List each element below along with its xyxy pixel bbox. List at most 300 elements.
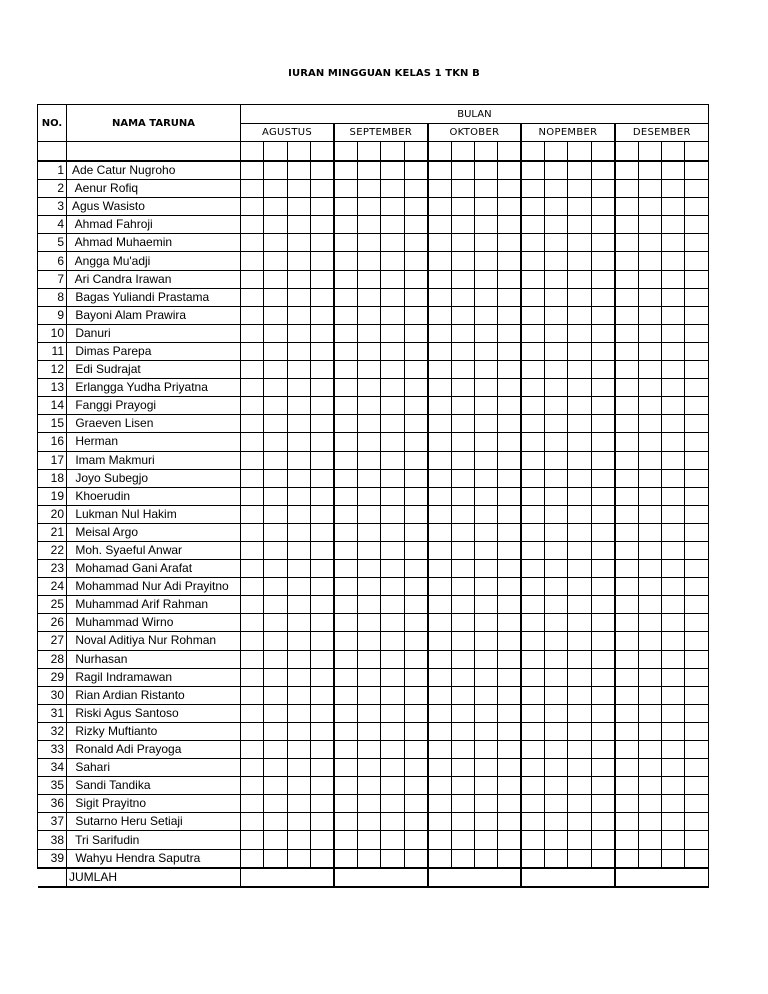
week-cell[interactable] xyxy=(404,596,427,614)
week-cell[interactable] xyxy=(381,578,404,596)
week-cell[interactable] xyxy=(311,759,334,777)
week-cell[interactable] xyxy=(474,813,497,831)
week-cell[interactable] xyxy=(334,614,357,632)
week-cell[interactable] xyxy=(474,216,497,234)
week-cell[interactable] xyxy=(685,849,708,868)
week-cell[interactable] xyxy=(638,614,661,632)
week-cell[interactable] xyxy=(545,722,568,740)
week-cell[interactable] xyxy=(264,741,287,759)
week-cell[interactable] xyxy=(638,433,661,451)
week-cell[interactable] xyxy=(241,324,264,342)
week-cell[interactable] xyxy=(638,379,661,397)
week-cell[interactable] xyxy=(591,831,614,849)
week-cell[interactable] xyxy=(568,342,591,360)
week-cell[interactable] xyxy=(451,668,474,686)
week-cell[interactable] xyxy=(451,741,474,759)
week-cell[interactable] xyxy=(591,288,614,306)
week-cell[interactable] xyxy=(404,505,427,523)
week-cell[interactable] xyxy=(381,234,404,252)
week-cell[interactable] xyxy=(311,216,334,234)
week-cell[interactable] xyxy=(568,180,591,198)
week-cell[interactable] xyxy=(545,306,568,324)
week-cell[interactable] xyxy=(662,505,685,523)
week-cell[interactable] xyxy=(498,342,521,360)
week-cell[interactable] xyxy=(474,541,497,559)
week-cell[interactable] xyxy=(404,324,427,342)
week-cell[interactable] xyxy=(451,560,474,578)
week-cell[interactable] xyxy=(357,722,380,740)
week-cell[interactable] xyxy=(451,415,474,433)
week-cell[interactable] xyxy=(428,560,451,578)
week-cell[interactable] xyxy=(615,142,638,162)
week-cell[interactable] xyxy=(568,415,591,433)
week-cell[interactable] xyxy=(685,813,708,831)
week-cell[interactable] xyxy=(498,451,521,469)
week-cell[interactable] xyxy=(428,849,451,868)
week-cell[interactable] xyxy=(334,415,357,433)
week-cell[interactable] xyxy=(241,596,264,614)
week-cell[interactable] xyxy=(685,379,708,397)
week-cell[interactable] xyxy=(451,795,474,813)
month-total-cell[interactable] xyxy=(615,868,709,887)
week-cell[interactable] xyxy=(381,415,404,433)
week-cell[interactable] xyxy=(474,397,497,415)
week-cell[interactable] xyxy=(451,306,474,324)
week-cell[interactable] xyxy=(404,849,427,868)
week-cell[interactable] xyxy=(474,433,497,451)
week-cell[interactable] xyxy=(591,849,614,868)
week-cell[interactable] xyxy=(521,632,544,650)
week-cell[interactable] xyxy=(474,596,497,614)
week-cell[interactable] xyxy=(545,198,568,216)
week-cell[interactable] xyxy=(404,777,427,795)
week-cell[interactable] xyxy=(685,541,708,559)
week-cell[interactable] xyxy=(357,270,380,288)
week-cell[interactable] xyxy=(545,686,568,704)
week-cell[interactable] xyxy=(685,487,708,505)
week-cell[interactable] xyxy=(287,252,310,270)
week-cell[interactable] xyxy=(545,578,568,596)
week-cell[interactable] xyxy=(357,161,380,180)
week-cell[interactable] xyxy=(428,161,451,180)
week-cell[interactable] xyxy=(662,686,685,704)
week-cell[interactable] xyxy=(685,198,708,216)
week-cell[interactable] xyxy=(568,632,591,650)
week-cell[interactable] xyxy=(334,741,357,759)
week-cell[interactable] xyxy=(241,397,264,415)
week-cell[interactable] xyxy=(474,831,497,849)
week-cell[interactable] xyxy=(521,361,544,379)
week-cell[interactable] xyxy=(241,161,264,180)
week-cell[interactable] xyxy=(638,578,661,596)
week-cell[interactable] xyxy=(568,704,591,722)
week-cell[interactable] xyxy=(568,216,591,234)
week-cell[interactable] xyxy=(662,180,685,198)
week-cell[interactable] xyxy=(615,288,638,306)
week-cell[interactable] xyxy=(428,198,451,216)
week-cell[interactable] xyxy=(241,777,264,795)
week-cell[interactable] xyxy=(334,433,357,451)
week-cell[interactable] xyxy=(428,487,451,505)
week-cell[interactable] xyxy=(638,180,661,198)
week-cell[interactable] xyxy=(568,198,591,216)
week-cell[interactable] xyxy=(474,161,497,180)
week-cell[interactable] xyxy=(474,505,497,523)
week-cell[interactable] xyxy=(521,523,544,541)
week-cell[interactable] xyxy=(521,216,544,234)
week-cell[interactable] xyxy=(568,306,591,324)
week-cell[interactable] xyxy=(334,397,357,415)
week-cell[interactable] xyxy=(451,523,474,541)
week-cell[interactable] xyxy=(357,451,380,469)
week-cell[interactable] xyxy=(545,831,568,849)
week-cell[interactable] xyxy=(638,397,661,415)
week-cell[interactable] xyxy=(615,704,638,722)
week-cell[interactable] xyxy=(521,650,544,668)
week-cell[interactable] xyxy=(428,270,451,288)
week-cell[interactable] xyxy=(498,704,521,722)
week-cell[interactable] xyxy=(685,361,708,379)
week-cell[interactable] xyxy=(241,288,264,306)
week-cell[interactable] xyxy=(638,198,661,216)
week-cell[interactable] xyxy=(662,216,685,234)
week-cell[interactable] xyxy=(521,198,544,216)
week-cell[interactable] xyxy=(311,433,334,451)
week-cell[interactable] xyxy=(568,759,591,777)
week-cell[interactable] xyxy=(381,849,404,868)
week-cell[interactable] xyxy=(451,596,474,614)
week-cell[interactable] xyxy=(404,397,427,415)
week-cell[interactable] xyxy=(451,505,474,523)
week-cell[interactable] xyxy=(241,198,264,216)
week-cell[interactable] xyxy=(474,795,497,813)
week-cell[interactable] xyxy=(662,523,685,541)
week-cell[interactable] xyxy=(428,741,451,759)
week-cell[interactable] xyxy=(287,686,310,704)
week-cell[interactable] xyxy=(474,759,497,777)
week-cell[interactable] xyxy=(662,795,685,813)
week-cell[interactable] xyxy=(451,397,474,415)
week-cell[interactable] xyxy=(334,722,357,740)
week-cell[interactable] xyxy=(615,270,638,288)
week-cell[interactable] xyxy=(638,216,661,234)
week-cell[interactable] xyxy=(311,541,334,559)
week-cell[interactable] xyxy=(662,578,685,596)
week-cell[interactable] xyxy=(264,361,287,379)
week-cell[interactable] xyxy=(311,451,334,469)
week-cell[interactable] xyxy=(638,722,661,740)
week-cell[interactable] xyxy=(381,686,404,704)
week-cell[interactable] xyxy=(685,433,708,451)
week-cell[interactable] xyxy=(241,270,264,288)
week-cell[interactable] xyxy=(638,541,661,559)
week-cell[interactable] xyxy=(241,686,264,704)
week-cell[interactable] xyxy=(545,487,568,505)
week-cell[interactable] xyxy=(287,614,310,632)
week-cell[interactable] xyxy=(357,324,380,342)
week-cell[interactable] xyxy=(638,650,661,668)
week-cell[interactable] xyxy=(568,469,591,487)
week-cell[interactable] xyxy=(381,523,404,541)
week-cell[interactable] xyxy=(498,650,521,668)
week-cell[interactable] xyxy=(404,433,427,451)
week-cell[interactable] xyxy=(451,722,474,740)
week-cell[interactable] xyxy=(498,722,521,740)
week-cell[interactable] xyxy=(545,270,568,288)
week-cell[interactable] xyxy=(521,813,544,831)
week-cell[interactable] xyxy=(241,813,264,831)
week-cell[interactable] xyxy=(474,198,497,216)
week-cell[interactable] xyxy=(357,795,380,813)
week-cell[interactable] xyxy=(591,650,614,668)
week-cell[interactable] xyxy=(381,324,404,342)
week-cell[interactable] xyxy=(498,234,521,252)
week-cell[interactable] xyxy=(404,741,427,759)
week-cell[interactable] xyxy=(334,813,357,831)
week-cell[interactable] xyxy=(638,342,661,360)
week-cell[interactable] xyxy=(591,596,614,614)
week-cell[interactable] xyxy=(334,777,357,795)
week-cell[interactable] xyxy=(638,361,661,379)
week-cell[interactable] xyxy=(334,379,357,397)
week-cell[interactable] xyxy=(638,831,661,849)
week-cell[interactable] xyxy=(264,161,287,180)
week-cell[interactable] xyxy=(545,361,568,379)
week-cell[interactable] xyxy=(381,487,404,505)
week-cell[interactable] xyxy=(241,849,264,868)
week-cell[interactable] xyxy=(264,252,287,270)
month-total-cell[interactable] xyxy=(334,868,428,887)
week-cell[interactable] xyxy=(545,433,568,451)
week-cell[interactable] xyxy=(404,650,427,668)
week-cell[interactable] xyxy=(662,161,685,180)
week-cell[interactable] xyxy=(545,541,568,559)
week-cell[interactable] xyxy=(662,198,685,216)
week-cell[interactable] xyxy=(404,252,427,270)
week-cell[interactable] xyxy=(311,379,334,397)
week-cell[interactable] xyxy=(287,741,310,759)
week-cell[interactable] xyxy=(498,142,521,162)
week-cell[interactable] xyxy=(545,813,568,831)
week-cell[interactable] xyxy=(568,813,591,831)
week-cell[interactable] xyxy=(685,252,708,270)
week-cell[interactable] xyxy=(638,505,661,523)
week-cell[interactable] xyxy=(662,759,685,777)
week-cell[interactable] xyxy=(287,451,310,469)
week-cell[interactable] xyxy=(334,560,357,578)
week-cell[interactable] xyxy=(638,668,661,686)
week-cell[interactable] xyxy=(685,650,708,668)
week-cell[interactable] xyxy=(357,650,380,668)
week-cell[interactable] xyxy=(381,252,404,270)
week-cell[interactable] xyxy=(264,759,287,777)
week-cell[interactable] xyxy=(451,198,474,216)
week-cell[interactable] xyxy=(521,686,544,704)
week-cell[interactable] xyxy=(685,668,708,686)
week-cell[interactable] xyxy=(662,324,685,342)
week-cell[interactable] xyxy=(662,614,685,632)
week-cell[interactable] xyxy=(241,306,264,324)
week-cell[interactable] xyxy=(685,795,708,813)
week-cell[interactable] xyxy=(264,306,287,324)
week-cell[interactable] xyxy=(591,469,614,487)
week-cell[interactable] xyxy=(685,180,708,198)
week-cell[interactable] xyxy=(591,505,614,523)
week-cell[interactable] xyxy=(311,270,334,288)
week-cell[interactable] xyxy=(311,198,334,216)
week-cell[interactable] xyxy=(521,777,544,795)
week-cell[interactable] xyxy=(381,795,404,813)
week-cell[interactable] xyxy=(404,469,427,487)
week-cell[interactable] xyxy=(451,142,474,162)
week-cell[interactable] xyxy=(591,270,614,288)
week-cell[interactable] xyxy=(685,216,708,234)
week-cell[interactable] xyxy=(241,578,264,596)
week-cell[interactable] xyxy=(568,324,591,342)
week-cell[interactable] xyxy=(287,415,310,433)
week-cell[interactable] xyxy=(451,342,474,360)
week-cell[interactable] xyxy=(591,451,614,469)
week-cell[interactable] xyxy=(241,560,264,578)
week-cell[interactable] xyxy=(264,686,287,704)
week-cell[interactable] xyxy=(334,759,357,777)
week-cell[interactable] xyxy=(662,252,685,270)
week-cell[interactable] xyxy=(545,668,568,686)
week-cell[interactable] xyxy=(474,415,497,433)
week-cell[interactable] xyxy=(287,216,310,234)
week-cell[interactable] xyxy=(662,142,685,162)
week-cell[interactable] xyxy=(474,686,497,704)
week-cell[interactable] xyxy=(241,469,264,487)
week-cell[interactable] xyxy=(498,198,521,216)
week-cell[interactable] xyxy=(381,541,404,559)
week-cell[interactable] xyxy=(404,578,427,596)
week-cell[interactable] xyxy=(638,161,661,180)
week-cell[interactable] xyxy=(521,722,544,740)
week-cell[interactable] xyxy=(264,379,287,397)
week-cell[interactable] xyxy=(498,813,521,831)
week-cell[interactable] xyxy=(474,270,497,288)
week-cell[interactable] xyxy=(638,795,661,813)
week-cell[interactable] xyxy=(287,831,310,849)
week-cell[interactable] xyxy=(404,142,427,162)
week-cell[interactable] xyxy=(264,560,287,578)
week-cell[interactable] xyxy=(451,686,474,704)
week-cell[interactable] xyxy=(521,759,544,777)
week-cell[interactable] xyxy=(264,596,287,614)
week-cell[interactable] xyxy=(311,306,334,324)
week-cell[interactable] xyxy=(591,252,614,270)
week-cell[interactable] xyxy=(498,379,521,397)
week-cell[interactable] xyxy=(521,379,544,397)
week-cell[interactable] xyxy=(662,596,685,614)
week-cell[interactable] xyxy=(568,288,591,306)
week-cell[interactable] xyxy=(334,469,357,487)
week-cell[interactable] xyxy=(638,252,661,270)
week-cell[interactable] xyxy=(451,487,474,505)
week-cell[interactable] xyxy=(404,704,427,722)
week-cell[interactable] xyxy=(404,451,427,469)
week-cell[interactable] xyxy=(404,487,427,505)
week-cell[interactable] xyxy=(498,686,521,704)
week-cell[interactable] xyxy=(428,505,451,523)
week-cell[interactable] xyxy=(568,596,591,614)
week-cell[interactable] xyxy=(685,741,708,759)
week-cell[interactable] xyxy=(498,361,521,379)
week-cell[interactable] xyxy=(264,578,287,596)
week-cell[interactable] xyxy=(287,668,310,686)
week-cell[interactable] xyxy=(591,198,614,216)
week-cell[interactable] xyxy=(241,379,264,397)
week-cell[interactable] xyxy=(451,650,474,668)
week-cell[interactable] xyxy=(521,324,544,342)
week-cell[interactable] xyxy=(357,433,380,451)
week-cell[interactable] xyxy=(334,451,357,469)
week-cell[interactable] xyxy=(568,722,591,740)
week-cell[interactable] xyxy=(428,234,451,252)
week-cell[interactable] xyxy=(381,668,404,686)
week-cell[interactable] xyxy=(357,614,380,632)
week-cell[interactable] xyxy=(638,560,661,578)
week-cell[interactable] xyxy=(428,469,451,487)
week-cell[interactable] xyxy=(404,523,427,541)
week-cell[interactable] xyxy=(287,270,310,288)
week-cell[interactable] xyxy=(381,596,404,614)
week-cell[interactable] xyxy=(334,270,357,288)
week-cell[interactable] xyxy=(685,831,708,849)
week-cell[interactable] xyxy=(568,686,591,704)
week-cell[interactable] xyxy=(428,415,451,433)
week-cell[interactable] xyxy=(428,668,451,686)
week-cell[interactable] xyxy=(334,180,357,198)
week-cell[interactable] xyxy=(545,142,568,162)
week-cell[interactable] xyxy=(451,541,474,559)
week-cell[interactable] xyxy=(638,777,661,795)
week-cell[interactable] xyxy=(241,831,264,849)
week-cell[interactable] xyxy=(615,668,638,686)
week-cell[interactable] xyxy=(264,668,287,686)
week-cell[interactable] xyxy=(451,324,474,342)
week-cell[interactable] xyxy=(334,523,357,541)
week-cell[interactable] xyxy=(568,831,591,849)
week-cell[interactable] xyxy=(241,722,264,740)
week-cell[interactable] xyxy=(241,433,264,451)
week-cell[interactable] xyxy=(474,668,497,686)
week-cell[interactable] xyxy=(474,777,497,795)
week-cell[interactable] xyxy=(311,686,334,704)
week-cell[interactable] xyxy=(568,433,591,451)
week-cell[interactable] xyxy=(474,361,497,379)
week-cell[interactable] xyxy=(357,216,380,234)
week-cell[interactable] xyxy=(381,650,404,668)
week-cell[interactable] xyxy=(241,650,264,668)
week-cell[interactable] xyxy=(685,722,708,740)
week-cell[interactable] xyxy=(404,813,427,831)
week-cell[interactable] xyxy=(615,849,638,868)
week-cell[interactable] xyxy=(264,397,287,415)
week-cell[interactable] xyxy=(241,142,264,162)
week-cell[interactable] xyxy=(545,505,568,523)
week-cell[interactable] xyxy=(264,451,287,469)
week-cell[interactable] xyxy=(521,560,544,578)
week-cell[interactable] xyxy=(357,578,380,596)
week-cell[interactable] xyxy=(311,288,334,306)
week-cell[interactable] xyxy=(591,433,614,451)
week-cell[interactable] xyxy=(334,324,357,342)
week-cell[interactable] xyxy=(264,198,287,216)
week-cell[interactable] xyxy=(474,741,497,759)
week-cell[interactable] xyxy=(615,216,638,234)
